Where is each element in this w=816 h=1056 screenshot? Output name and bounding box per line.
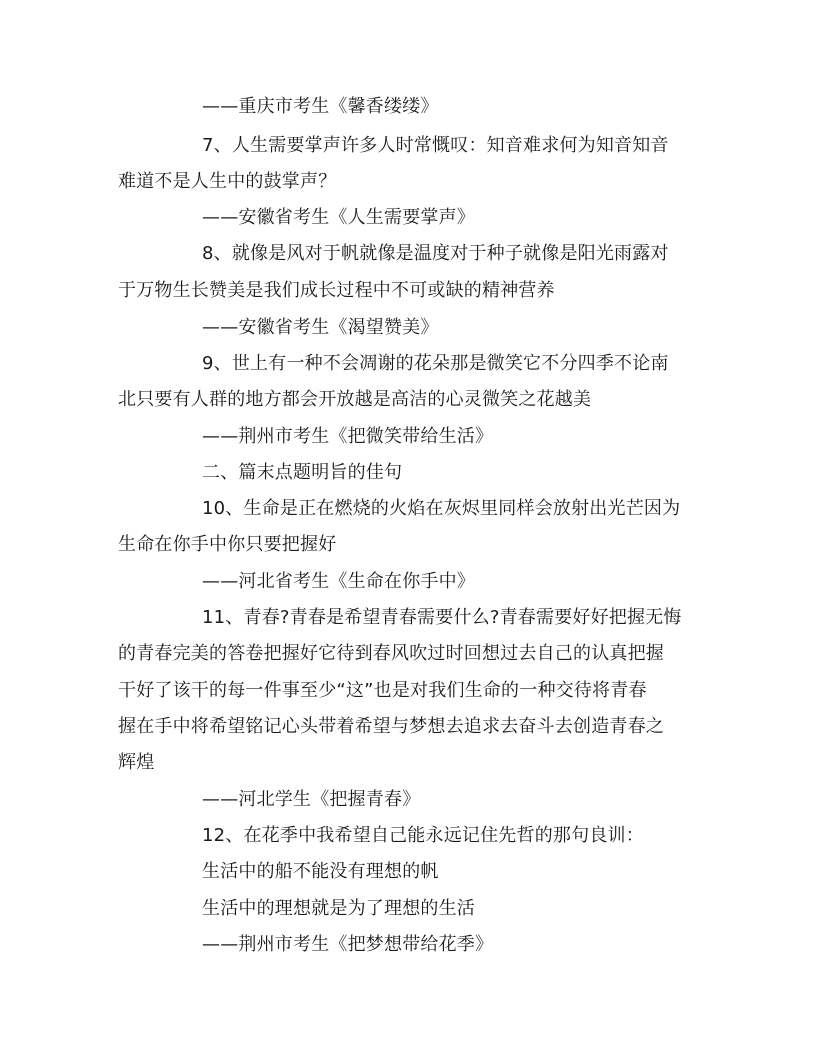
quote-11-line-1: 11、青春?青春是希望青春需要什么?青春需要好好把握无悔: [202, 607, 682, 628]
quote-12-line-3: 生活中的理想就是为了理想的生活: [202, 898, 475, 919]
quote-7-line-1: 7、人生需要掌声许多人时常慨叹：知音难求何为知音知音: [202, 135, 669, 156]
attribution-line: ——河北学生《把握青春》: [202, 789, 421, 810]
attribution-line: ——河北省考生《生命在你手中》: [202, 571, 475, 592]
quote-9-line-1: 9、世上有一种不会凋谢的花朵那是微笑它不分四季不论南: [202, 353, 669, 374]
attribution-line: ——安徽省考生《渴望赞美》: [202, 317, 439, 338]
quote-10-line-2: 生命在你手中你只要把握好: [118, 534, 337, 555]
quote-12-line-1: 12、在花季中我希望自己能永远记住先哲的那句良训：: [202, 825, 644, 846]
quote-8-line-2: 于万物生长赞美是我们成长过程中不可或缺的精神营养: [118, 280, 555, 301]
attribution-line: ——重庆市考生《馨香缕缕》: [202, 96, 439, 117]
attribution-line: ——安徽省考生《人生需要掌声》: [202, 207, 475, 228]
quote-9-line-2: 北只要有人群的地方都会开放越是高洁的心灵微笑之花越美: [118, 389, 592, 410]
attribution-line: ——荆州市考生《把微笑带给生活》: [202, 426, 494, 447]
quote-11-line-3: 干好了该干的每一件事至少“这”也是对我们生命的一种交待将青春: [118, 680, 647, 701]
attribution-line: ——荆州市考生《把梦想带给花季》: [202, 934, 494, 955]
quote-10-line-1: 10、生命是正在燃烧的火焰在灰烬里同样会放射出光芒因为: [202, 498, 681, 519]
quote-7-line-2: 难道不是人生中的鼓掌声？: [118, 171, 337, 192]
quote-11-line-5: 辉煌: [118, 752, 155, 773]
quote-11-line-2: 的青春完美的答卷把握好它待到春风吹过时回想过去自己的认真把握: [118, 643, 664, 664]
quote-11-line-4: 握在手中将希望铭记心头带着希望与梦想去追求去奋斗去创造青春之: [118, 716, 664, 737]
quote-12-line-2: 生活中的船不能没有理想的帆: [202, 861, 439, 882]
quote-8-line-1: 8、就像是风对于帆就像是温度对于种子就像是阳光雨露对: [202, 243, 669, 264]
section-heading: 二、篇末点题明旨的佳句: [202, 462, 403, 483]
